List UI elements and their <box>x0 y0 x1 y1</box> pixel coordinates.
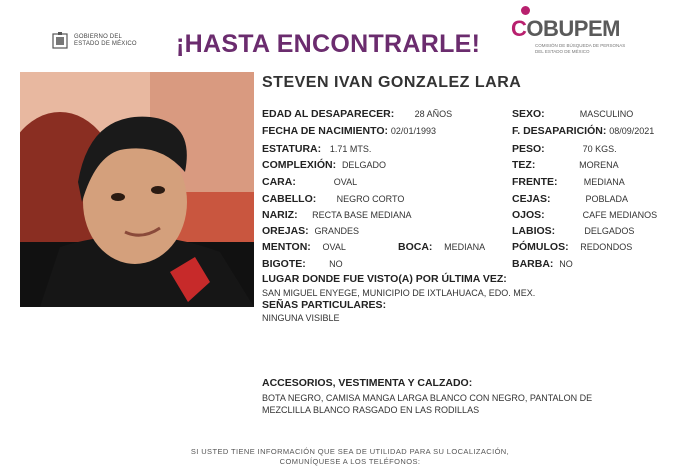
field-tez-value: MORENA <box>579 160 619 170</box>
field-nacimiento <box>262 125 436 137</box>
field-menton <box>262 241 346 253</box>
person-portrait-icon <box>20 72 254 307</box>
field-sexo-label: SEXO: <box>512 108 545 120</box>
marks-label: SEÑAS PARTICULARES: <box>262 299 387 311</box>
field-cabello <box>262 193 404 205</box>
field-edad <box>262 108 452 120</box>
clothing-label: ACCESORIOS, VESTIMENTA Y CALZADO: <box>262 377 473 389</box>
field-cara-label: CARA: <box>262 176 296 188</box>
field-desaparicion-value: 08/09/2021 <box>609 126 655 136</box>
field-barba-value: NO <box>559 259 573 269</box>
government-logo <box>52 32 137 50</box>
field-cejas <box>512 193 628 205</box>
field-sexo <box>512 108 633 120</box>
agency-wordmark-rest: OBUPEM <box>526 16 620 41</box>
field-complexion-label: COMPLEXIÓN: <box>262 159 337 171</box>
field-boca-value: MEDIANA <box>444 242 486 252</box>
field-tez-label: TEZ: <box>512 159 536 171</box>
field-tez <box>512 159 619 171</box>
headline: ¡HASTA ENCONTRARLE! <box>176 30 481 58</box>
clothing-line-1: BOTA NEGRO, CAMISA MANGA LARGA BLANCO CON NEGRO, PANTALON DE <box>262 393 593 403</box>
agency-wordmark: COBUPEM <box>511 16 620 41</box>
field-labios-value: DELGADOS <box>584 226 635 236</box>
agency-subtitle <box>535 43 625 55</box>
field-ojos-value: CAFE MEDIANOS <box>582 210 658 220</box>
government-logo-text <box>74 34 137 48</box>
field-frente <box>512 176 625 188</box>
field-boca <box>398 241 485 253</box>
field-barba-label: BARBA: <box>512 258 554 270</box>
field-labios <box>512 225 634 237</box>
field-labios-label: LABIOS: <box>512 225 556 237</box>
field-ojos-label: OJOS: <box>512 209 545 221</box>
gov-line-2: ESTADO DE MÉXICO <box>74 41 137 47</box>
field-pomulos-value: REDONDOS <box>580 242 633 252</box>
field-ojos <box>512 209 657 221</box>
field-orejas-value: GRANDES <box>314 226 360 236</box>
field-edad-label: EDAD AL DESAPARECER: <box>262 108 395 120</box>
field-cejas-value: POBLADA <box>585 194 629 204</box>
field-peso-value: 70 KGS. <box>582 144 617 154</box>
clothing-line-2: MEZCLILLA BLANCO RASGADO EN LAS RODILLAS <box>262 405 480 415</box>
missing-person-photo <box>20 72 254 307</box>
field-nariz <box>262 209 412 221</box>
field-bigote-label: BIGOTE: <box>262 258 306 270</box>
field-nariz-value: RECTA BASE MEDIANA <box>312 210 412 220</box>
gov-line-1: GOBIERNO DEL <box>74 34 123 40</box>
field-peso <box>512 143 617 155</box>
field-nacimiento-value: 02/01/1993 <box>390 126 436 136</box>
field-estatura-value: 1.71 MTS. <box>329 144 372 154</box>
field-menton-value: OVAL <box>322 242 346 252</box>
last-seen-label: LUGAR DONDE FUE VISTO(A) POR ÚLTIMA VEZ: <box>262 273 507 285</box>
footer-line-1: SI USTED TIENE INFORMACIÓN QUE SEA DE UTILIDAD PARA SU LOCALIZACIÓN, <box>190 447 510 456</box>
field-pomulos <box>512 241 632 253</box>
field-orejas-label: OREJAS: <box>262 225 309 237</box>
last-seen-value: SAN MIGUEL ENYEGE, MUNICIPIO DE IXTLAHUACA, EDO. MEX. <box>262 288 536 298</box>
field-frente-label: FRENTE: <box>512 176 558 188</box>
field-cabello-label: CABELLO: <box>262 193 317 205</box>
field-desaparicion <box>512 125 654 137</box>
field-edad-value: 28 AÑOS <box>414 109 453 119</box>
field-estatura <box>262 143 371 155</box>
field-estatura-label: ESTATURA: <box>262 143 322 155</box>
field-menton-label: MENTON: <box>262 241 311 253</box>
agency-logo <box>511 6 661 62</box>
field-orejas <box>262 225 359 237</box>
field-nariz-label: NARIZ: <box>262 209 298 221</box>
field-cara-value: OVAL <box>333 177 358 187</box>
field-cara <box>262 176 357 188</box>
field-desaparicion-label: F. DESAPARICIÓN: <box>512 125 607 137</box>
footer-line-2: COMUNÍQUESE A LOS TELÉFONOS: <box>279 457 421 466</box>
field-pomulos-label: PÓMULOS: <box>512 241 569 253</box>
brand-dot-icon <box>521 6 530 15</box>
person-name: STEVEN IVAN GONZALEZ LARA <box>262 74 522 91</box>
coat-of-arms-icon <box>52 32 68 50</box>
field-boca-label: BOCA: <box>398 241 433 253</box>
field-cabello-value: NEGRO CORTO <box>336 194 405 204</box>
field-nacimiento-label: FECHA DE NACIMIENTO: <box>262 125 388 137</box>
field-complexion <box>262 159 386 171</box>
field-cejas-label: CEJAS: <box>512 193 551 205</box>
agency-subtitle-1: COMISIÓN DE BÚSQUEDA DE PERSONAS <box>535 43 626 48</box>
field-barba <box>512 258 573 270</box>
field-sexo-value: MASCULINO <box>579 109 634 119</box>
agency-subtitle-2: DEL ESTADO DE MÉXICO <box>535 49 590 54</box>
field-peso-label: PESO: <box>512 143 545 155</box>
field-frente-value: MEDIANA <box>583 177 625 187</box>
field-complexion-value: DELGADO <box>341 160 386 170</box>
marks-value: NINGUNA VISIBLE <box>262 313 340 323</box>
field-bigote <box>262 258 343 270</box>
field-bigote-value: NO <box>329 259 343 269</box>
